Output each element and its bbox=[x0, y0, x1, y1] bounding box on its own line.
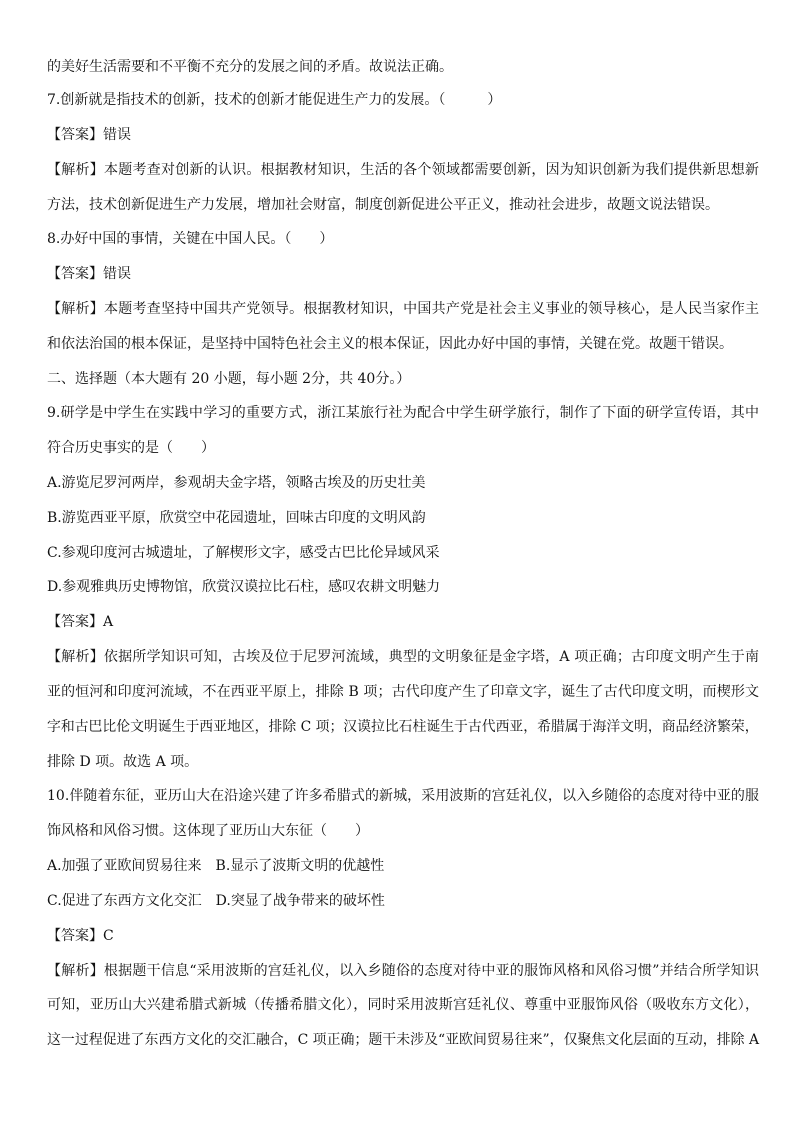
analysis-text: 【解析】本题考查坚持中国共产党领导。根据教材知识，中国共产党是社会主义事业的领导核心，是人民当家作主 bbox=[47, 301, 759, 317]
options-ab: A.加强了亚欧间贸易往来 B.显示了波斯文明的优越性 bbox=[47, 858, 385, 874]
text-line: 的美好生活需要和不平衡不充分的发展之间的矛盾。故说法正确。 bbox=[47, 59, 453, 75]
analysis-text: 可知，亚历山大兴建希腊式新城（传播希腊文化），同时采用波斯宫廷礼仪、尊重中亚服饰风俗（吸收东方文化）， bbox=[47, 997, 759, 1013]
section-heading: 二、选择题（本大题有 20 小题，每小题 2分，共 40分。） bbox=[47, 371, 411, 387]
question-9: 9.研学是中学生在实践中学习的重要方式，浙江某旅行社为配合中学生研学旅行，制作了下面的研学宣传语，其中 bbox=[47, 405, 759, 421]
answer-label: 【答案】A bbox=[47, 614, 114, 630]
option-a: A.游览尼罗河两岸，参观胡夫金字塔，领略古埃及的历史壮美 bbox=[47, 475, 426, 491]
analysis-text: 亚的恒河和印度河流域，不在西亚平原上，排除 B 项；古代印度产生了印章文字，诞生了古代印度文明，而楔形文 bbox=[47, 684, 759, 700]
answer-label: 【答案】C bbox=[47, 928, 114, 944]
answer-label: 【答案】错误 bbox=[47, 127, 131, 143]
answer-label: 【答案】错误 bbox=[47, 266, 131, 282]
question-8: 8.办好中国的事情，关键在中国人民。（ ） bbox=[47, 231, 334, 247]
question-7: 7.创新就是指技术的创新，技术的创新才能促进生产力的发展。（ ） bbox=[47, 92, 502, 108]
option-b: B.游览西亚平原，欣赏空中花园遗址，回味古印度的文明风韵 bbox=[47, 510, 426, 526]
analysis-text: 方法，技术创新促进生产力发展，增加社会财富，制度创新促进公平正义，推动社会进步，故题文说法错误。 bbox=[47, 197, 719, 213]
analysis-text: 和依法治国的根本保证，是坚持中国特色社会主义的根本保证，因此办好中国的事情，关键在党。故题干错误。 bbox=[47, 336, 733, 352]
analysis-text: 字和古巴比伦文明诞生于西亚地区，排除 C 项；汉谟拉比石柱诞生于古代西亚，希腊属于海洋文明，商品经济繁荣， bbox=[47, 719, 759, 735]
analysis-text: 【解析】根据题干信息“采用波斯的宫廷礼仪，以入乡随俗的态度对待中亚的服饰风格和风俗习惯”并结合所学知识 bbox=[47, 963, 759, 979]
question-9: 符合历史事实的是（ ） bbox=[47, 440, 215, 456]
option-c: C.参观印度河古城遗址，了解楔形文字，感受古巴比伦异域风采 bbox=[47, 545, 440, 561]
analysis-text: 排除 D 项。故选 A 项。 bbox=[47, 754, 199, 770]
analysis-text: 【解析】本题考查对创新的认识。根据教材知识，生活的各个领域都需要创新，因为知识创新为我们提供新思想新 bbox=[47, 162, 759, 178]
question-10: 10.伴随着东征，亚历山大在沿途兴建了许多希腊式的新城，采用波斯的宫廷礼仪，以入乡随俗的态度对待中亚的服 bbox=[47, 788, 759, 804]
options-cd: C.促进了东西方文化交汇 D.突显了战争带来的破坏性 bbox=[47, 893, 385, 909]
question-10: 饰风格和风俗习惯。这体现了亚历山大东征（ ） bbox=[47, 823, 369, 839]
analysis-text: 这一过程促进了东西方文化的交汇融合，C 项正确；题干未涉及“亚欧间贸易往来”，仅聚焦文化层面的互动，排除 A bbox=[47, 1032, 760, 1048]
option-d: D.参观雅典历史博物馆，欣赏汉谟拉比石柱，感叹农耕文明魅力 bbox=[47, 579, 441, 595]
analysis-text: 【解析】依据所学知识可知，古埃及位于尼罗河流域，典型的文明象征是金字塔，A 项正确；古印度文明产生于南 bbox=[47, 649, 759, 665]
